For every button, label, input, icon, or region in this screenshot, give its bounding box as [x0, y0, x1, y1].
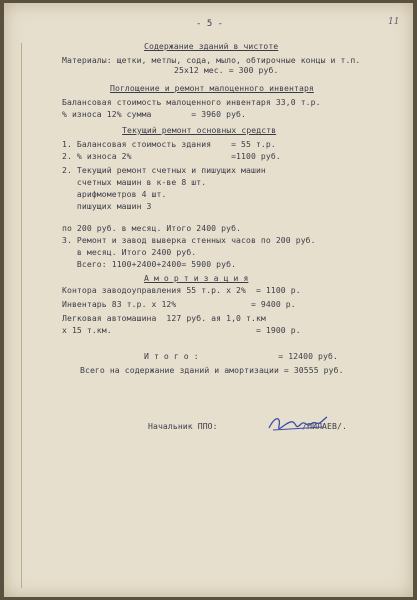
- line-car-calc: х 15 т.км. = 1900 р.: [62, 325, 301, 335]
- corner-handwritten-number: 11: [388, 17, 400, 27]
- line-inventory-wear: % износа 12% сумма = 3960 руб.: [62, 109, 246, 119]
- heading-amortization: А м о р т и з а ц и я: [144, 273, 249, 283]
- line-building-balance: 1. Балансовая стоимость здания = 55 т.р.: [62, 139, 276, 149]
- signature-scribble: [267, 412, 329, 436]
- line-materials: Материалы: щетки, метлы, сода, мыло, обтирочные концы и т.п.: [62, 55, 361, 65]
- line-office: Контора заводоуправления 55 т.р. х 2% = 1100 р.: [62, 285, 301, 295]
- heading-cleaning: Содержание зданий в чистоте: [144, 41, 279, 51]
- line-clock-repair: 3. Ремонт и завод выверка стенных часов по 200 руб.: [62, 235, 316, 245]
- line-monthly-total: по 200 руб. в месяц. Итого 2400 руб.: [62, 223, 242, 233]
- line-materials-calc: 25x12 мес. = 300 руб.: [174, 65, 279, 75]
- line-counting-machines: счетных машин в к-ве 8 шт.: [62, 177, 207, 187]
- heading-repair: Текущий ремонт основных средств: [122, 125, 277, 135]
- heading-inventory: Поглощение и ремонт малоценного инвентаря: [110, 83, 314, 93]
- line-clock-total: в месяц. Итого 2400 руб.: [62, 247, 197, 257]
- page-edge-line: [21, 43, 22, 588]
- line-repair-sum: Всего: 1100+2400+2400= 5900 руб.: [62, 259, 237, 269]
- line-signature: Начальник ППО: /ПИЛАЕВ/.: [148, 421, 347, 431]
- line-arithmometers: арифмометров 4 шт.: [62, 189, 167, 199]
- line-typewriters: пишущих машин 3: [62, 201, 152, 211]
- line-grand-total: Всего на содержание зданий и амортизации = 30555 руб.: [80, 365, 344, 375]
- document-page: [4, 3, 413, 597]
- line-total: И т о г о : = 12400 руб.: [144, 351, 338, 361]
- line-machine-repair: 2. Текущий ремонт счетных и пишущих машин: [62, 165, 266, 175]
- line-wear-percent: 2. % износа 2% =1100 руб.: [62, 151, 281, 161]
- line-inventory-amort: Инвентарь 83 т.р. х 12% = 9400 р.: [62, 299, 296, 309]
- line-car: Легковая автомашина 127 руб. ая 1,0 т.км: [62, 313, 266, 323]
- page-number: - 5 -: [196, 19, 224, 29]
- line-inventory-balance: Балансовая стоимость малоценного инвентаря 33,0 т.р.: [62, 97, 321, 107]
